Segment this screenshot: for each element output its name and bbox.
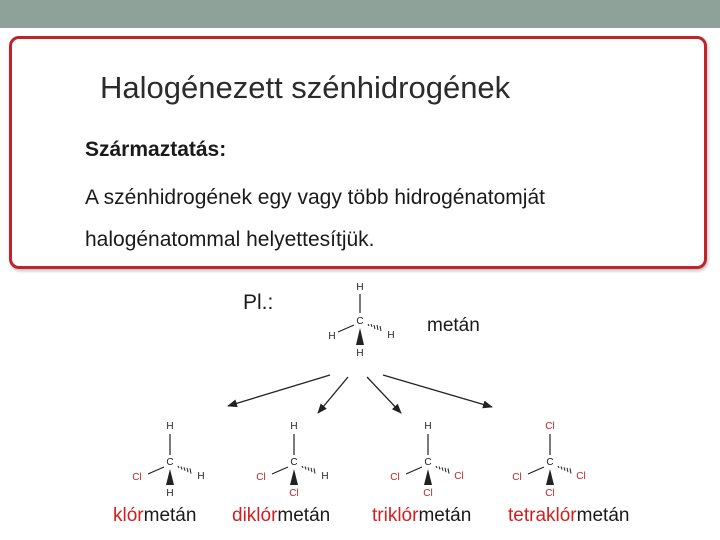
product-2-center-atom: C — [290, 457, 298, 468]
product-3-right-atom: Cl — [454, 471, 464, 482]
product-2-bottom-atom: Cl — [289, 488, 299, 499]
product-3-bottom-atom: Cl — [423, 488, 433, 499]
product-name-1: klórmetán — [113, 505, 197, 526]
product-4-center-atom: C — [546, 457, 554, 468]
arrow-to-trichloromethane — [367, 377, 401, 413]
product-2-top-atom: H — [290, 421, 298, 432]
product-1-right-atom: H — [197, 471, 205, 482]
example-label: Pl.: — [243, 291, 274, 314]
product-3-left-atom: Cl — [390, 472, 400, 483]
methane-bottom-atom: H — [356, 348, 364, 359]
product-2-left-atom: Cl — [256, 472, 266, 483]
product-4-right-atom: Cl — [576, 471, 586, 482]
product-name-4: tetraklórmetán — [508, 505, 630, 526]
methane-right-atom: H — [387, 330, 395, 341]
product-name-3: triklórmetán — [372, 505, 472, 526]
product-1-center-atom: C — [166, 457, 174, 468]
methane-name: metán — [427, 315, 480, 336]
product-1-left-atom: Cl — [132, 472, 142, 483]
body-line-1: A szénhidrogének egy vagy több hidrogénatomját — [85, 186, 545, 209]
product-2-right-atom: H — [321, 471, 329, 482]
arrow-to-tetrachloromethane — [383, 375, 492, 407]
product-4-top-atom: Cl — [545, 421, 555, 432]
product-1-top-atom: H — [166, 421, 174, 432]
product-1-bottom-atom: H — [166, 488, 174, 499]
product-4-left-atom: Cl — [512, 472, 522, 483]
product-structures — [132, 421, 585, 499]
subtitle: Származtatás: — [85, 138, 227, 161]
product-4-bottom-atom: Cl — [545, 488, 555, 499]
arrow-to-dichloromethane — [318, 377, 348, 413]
methane-top-atom: H — [356, 282, 364, 293]
reaction-arrows — [228, 375, 492, 413]
product-3-center-atom: C — [424, 457, 432, 468]
product-name-2: diklórmetán — [232, 505, 331, 526]
arrow-to-chloromethane — [228, 375, 330, 406]
methane-structure — [328, 282, 394, 359]
body-line-2: halogénatommal helyettesítjük. — [85, 228, 375, 251]
methane-left-atom: H — [328, 331, 336, 342]
slide-title: Halogénezett szénhidrogének — [100, 70, 511, 105]
methane-center-atom: C — [356, 316, 364, 327]
product-3-top-atom: H — [424, 421, 432, 432]
